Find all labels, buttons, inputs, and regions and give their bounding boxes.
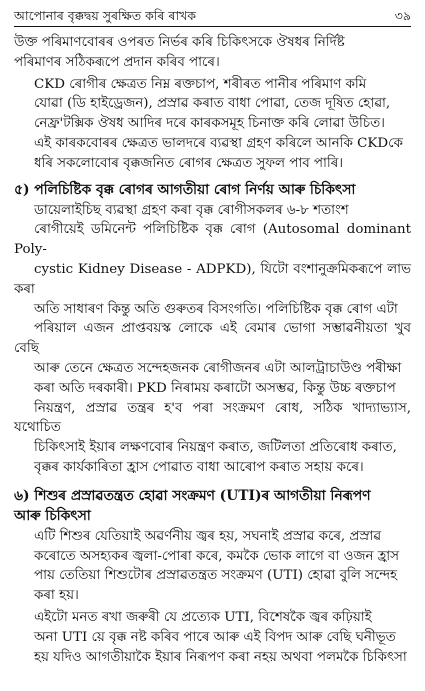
text-line: ডায়েলাইচিছ ব্যৱস্থা গ্ৰহণ কৰা বৃক্ক ৰোগীসকলৰ ৬-৮ শতাংশ — [34, 202, 349, 218]
text-line: পৰিয়াল এজন প্ৰাপ্তবয়স্ক লোকে এই বেমাৰ ভোগা সম্ভাৱনীয়তা খুব বেছি — [14, 321, 411, 357]
text-line: আৰু তেনে ক্ষেত্ৰত সন্দেহজনক ৰোগীজনৰ এটা আলট্ৰাচাউণ্ড পৰীক্ষা — [34, 360, 402, 376]
page-number: ৩৯ — [394, 8, 411, 23]
text-line: এইটো মনত ৰখা জৰুৰী যে প্ৰত্যেক UTI, বিশেষকৈ জ্বৰ কঢ়িয়াই — [34, 609, 372, 625]
paragraph-dosage — [14, 33, 411, 73]
section-heading-6-line: আৰু চিকিৎসা — [14, 507, 91, 524]
text-line: নিয়ন্ত্ৰণ, প্ৰস্ৰাৱ তন্ত্ৰৰ হ'ব পৰা সংক্ৰমণ ৰোধ, সঠিক খাদ্যাভ্যাস, যথোচিত — [14, 400, 411, 436]
text-line: ৰোগীয়েই ডমিনেন্ট পলিচিষ্টিক বৃক্ক ৰোগ (Autosomal dominant Poly- — [14, 222, 411, 258]
text-line: নেফ্ৰ'টক্সিক ঔষধ আদিৰ দৰে কাৰকসমূহ চিনাক্ত কৰি লোৱা উচিত। — [34, 116, 385, 132]
text-line: বৃক্কৰ কাৰ্যকাৰিতা হ্ৰাস পোৱাত বাধা আৰোপ কৰাত সহায় কৰে। — [34, 459, 364, 475]
text-line: এই কাৰকবোৰৰ ক্ষেত্ৰত ভালদৰে ব্যৱস্থা গ্ৰহণ কৰিলে আনকি CKDকে — [34, 135, 403, 151]
text-line: কৰোতে অসহ্যকৰ জ্বলা-পোৰা কৰে, কমকৈ ভোক লাগে বা ওজন হ্ৰাস — [34, 548, 400, 564]
text-line: হয় যদিও আগতীয়াকৈ ইয়াৰ নিৰূপণ কৰা নহয় অথবা পলমকৈ চিকিৎসা — [34, 649, 407, 665]
text-line: উক্ত পৰিমাণবোৰৰ ওপৰত নিৰ্ভৰ কৰি চিকিৎসকে ঔষধৰ নিৰ্দিষ্ট — [14, 35, 345, 50]
text-line: CKD ৰোগীৰ ক্ষেত্ৰত নিম্ন ৰক্তচাপ, শৰীৰত পানীৰ পৰিমাণ কমি — [34, 76, 367, 92]
paragraph-uti-risk — [14, 608, 411, 667]
section-heading-6-line: ৬) শিশুৰ প্ৰস্ৰাৱতন্ত্ৰত হোৱা সংক্ৰমণ (UTI)ৰ আগতীয়া নিৰূপণ — [14, 487, 371, 504]
section-heading-5: ৫) পলিচিষ্টিক বৃক্ক ৰোগৰ আগতীয়া ৰোগ নিৰ্ণয় আৰু চিকিৎসা — [14, 181, 356, 198]
text-line: চিকিৎসাই ইয়াৰ লক্ষণবোৰ নিয়ন্ত্ৰণ কৰাত, জটিলতা প্ৰতিৰোধ কৰাত, — [34, 440, 397, 456]
paragraph-ckd-factors — [14, 75, 411, 174]
text-line: কৰা অতি দৰকাৰী। PKD নিৰাময় কৰাটো অসম্ভৱ, কিন্তু উচ্চ ৰক্তচাপ — [34, 380, 396, 396]
paragraph-pkd — [14, 201, 411, 478]
header-rule — [14, 26, 411, 27]
running-header — [14, 6, 411, 24]
text-line: যোৱা (ডি হাইড্ৰেজন), প্ৰস্ৰাৱ কৰাত বাধা পোৱা, তেজ দূষিত হোৱা, — [34, 96, 391, 112]
paragraph-uti-symptoms — [14, 527, 411, 606]
text-line: পৰিমাণৰ সঠিকৰূপে প্ৰদান কৰিব পাৰে। — [14, 54, 220, 70]
text-line: অনা UTI য়ে বৃক্ক নষ্ট কৰিব পাৰে আৰু এই বিপদ আৰু বেছি ঘনীভূত — [34, 629, 396, 645]
text-line: কৰা হয়। — [34, 588, 79, 604]
text-line: cystic Kidney Disease - ADPKD), যিটো বংশানুক্ৰমিকৰূপে লাভ কৰা — [14, 261, 411, 297]
text-line: পায় তেতিয়া শিশুটোৰ প্ৰস্ৰাৱতন্ত্ৰত সংক্ৰমণ (UTI) হোৱা বুলি সন্দেহ — [34, 568, 398, 584]
section-heading-6 — [14, 486, 411, 526]
text-line: এটি শিশুৰ যেতিয়াই অৱৰ্ণনীয় জ্বৰ হয়, সঘনাই প্ৰস্ৰাৱ কৰে, প্ৰস্ৰাৱ — [34, 528, 382, 544]
text-line: ধৰি সকলোবোৰ বৃক্কজনিত ৰোগৰ ক্ষেত্ৰত সুফল পাব পাৰি। — [34, 155, 344, 171]
text-line: অতি সাধাৰণ কিন্তু অতি গুৰুতৰ বিসংগতি। পলিচিষ্টিক বৃক্ক ৰোগ এটা — [34, 301, 398, 317]
running-header-title: আপোনাৰ বৃক্কদ্বয় সুৰক্ষিত কৰি ৰাখক — [14, 8, 197, 23]
